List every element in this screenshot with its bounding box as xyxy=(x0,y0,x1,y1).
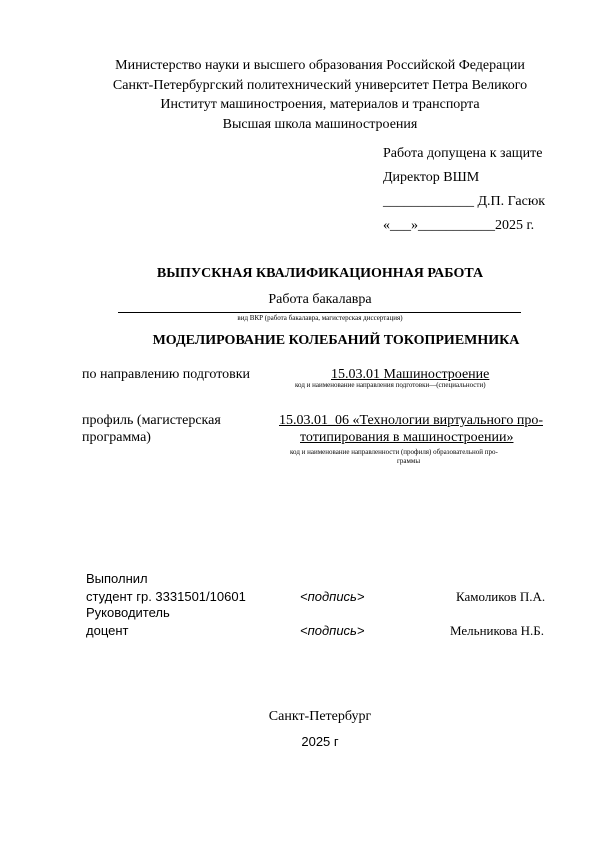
supervisor-signature-placeholder: <подпись> xyxy=(300,623,365,638)
footer-year: 2025 г xyxy=(301,734,339,749)
work-type-underline xyxy=(118,312,521,313)
supervisor-name: Мельникова Н.Б. xyxy=(450,623,544,638)
direction-caption: код и наименование направления подготовки—(специальности) xyxy=(295,381,486,389)
approval-line-4: «___»___________2025 г. xyxy=(383,218,535,233)
profile-label-line-2: программа) xyxy=(82,430,151,445)
profile-value-line-2: тотипирования в машиностроении» xyxy=(300,430,514,445)
document-title: ВЫПУСКНАЯ КВАЛИФИКАЦИОННАЯ РАБОТА xyxy=(156,266,484,281)
direction-label: по направлению подготовки xyxy=(82,367,251,382)
ministry-line: Министерство науки и высшего образования Российской Федерации xyxy=(115,58,525,73)
supervisor-label: Руководитель xyxy=(86,605,170,620)
approval-line-1: Работа допущена к защите xyxy=(383,146,543,161)
student-group-label: студент гр. 3331501/10601 xyxy=(86,589,246,604)
university-line: Санкт-Петербургский политехнический университет Петра Великого xyxy=(112,77,528,93)
direction-value: 15.03.01 Машиностроение xyxy=(331,367,490,382)
profile-value-line-1: 15.03.01_06 «Технологии виртуального про- xyxy=(279,413,543,428)
supervisor-position: доцент xyxy=(86,623,129,638)
institute-line: Институт машиностроения, материалов и транспорта xyxy=(160,97,480,112)
student-name: Камоликов П.А. xyxy=(456,589,546,604)
work-type-caption: вид ВКР (работа бакалавра, магистерская диссертация) xyxy=(237,314,403,322)
thesis-topic: МОДЕЛИРОВАНИЕ КОЛЕБАНИЙ ТОКОПРИЕМНИКА xyxy=(152,333,520,348)
school-line: Высшая школа машиностроения xyxy=(222,116,418,132)
approval-line-2: Директор ВШМ xyxy=(383,170,480,185)
work-type: Работа бакалавра xyxy=(268,292,372,307)
footer-city: Санкт-Петербург xyxy=(268,709,372,724)
institution-header xyxy=(0,56,595,134)
performed-label: Выполнил xyxy=(86,571,148,586)
profile-label-line-1: профиль (магистерская xyxy=(82,413,221,428)
profile-caption-line-1: код и наименование направленности (профиля) образовательной про- xyxy=(290,448,498,456)
approval-line-3: _____________ Д.П. Гасюк xyxy=(383,194,546,209)
profile-caption-line-2: граммы xyxy=(397,457,421,465)
student-signature-placeholder: <подпись> xyxy=(300,589,365,604)
